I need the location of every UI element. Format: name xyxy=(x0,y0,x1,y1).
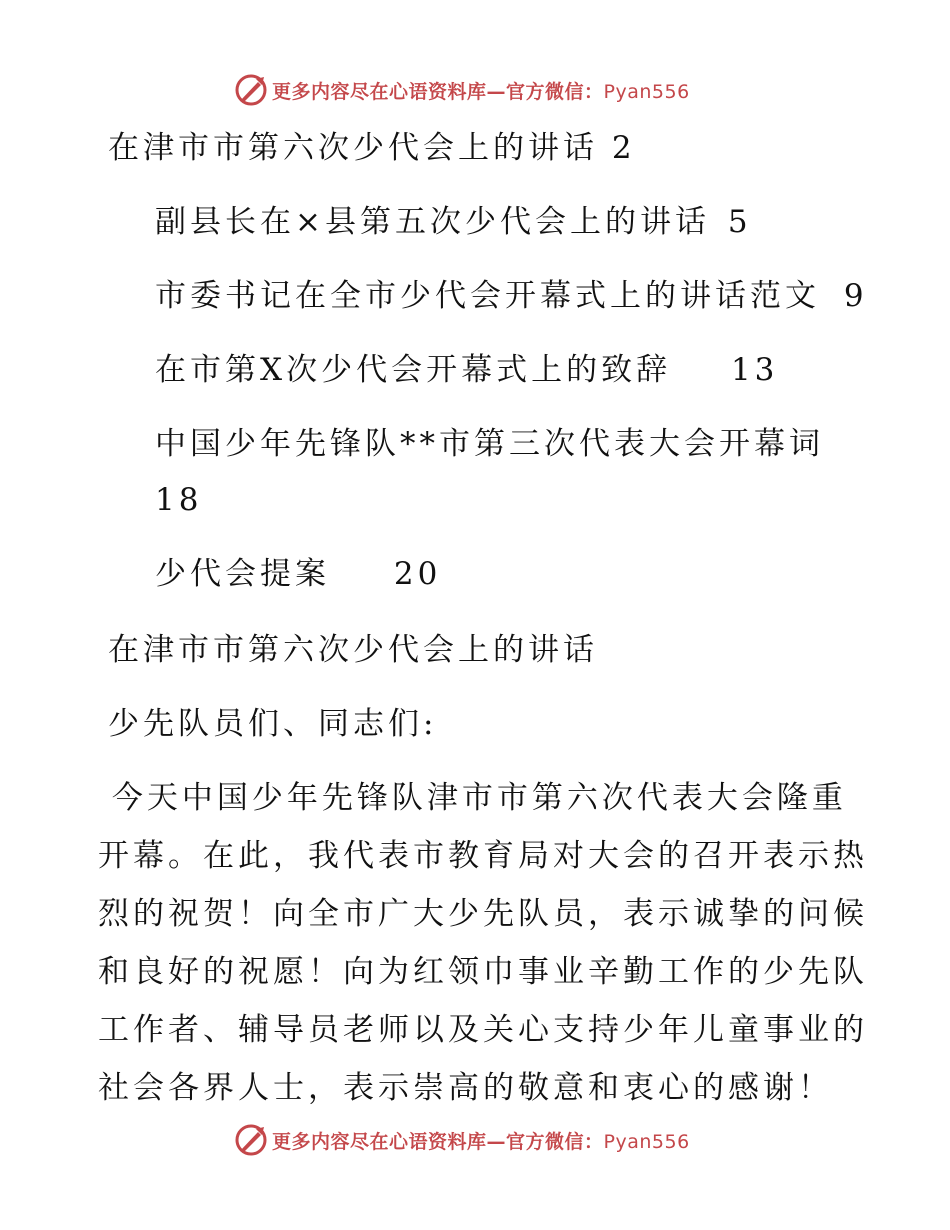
quill-logo-icon xyxy=(234,73,268,107)
wechat-id: Pyan556 xyxy=(603,1130,690,1153)
paragraph-line: 社会各界人士，表示崇高的敬意和衷心的感谢！ xyxy=(98,1070,833,1106)
toc-main-title: 在津市市第六次少代会上的讲话 xyxy=(108,130,598,166)
toc-item[interactable] xyxy=(155,424,824,464)
toc-item-page: 13 xyxy=(730,352,779,388)
header-banner xyxy=(234,72,690,108)
paragraph-line: 烈的祝贺！向全市广大少先队员，表示诚挚的问候 xyxy=(98,896,868,932)
article-salutation: 少先队员们、同志们: xyxy=(108,706,438,742)
paragraph-line: 开幕。在此，我代表市教育局对大会的召开表示热 xyxy=(98,838,868,874)
toc-item-page: 5 xyxy=(727,204,752,240)
wechat-id: Pyan556 xyxy=(603,80,690,103)
toc-item-page: 9 xyxy=(843,278,868,314)
toc-item[interactable] xyxy=(155,350,778,390)
toc-item-title: 副县长在×县第五次少代会上的讲话 xyxy=(155,204,710,240)
toc-item-title: 在市第X次少代会开幕式上的致辞 xyxy=(155,352,672,388)
toc-item-title: 中国少年先锋队**市第三次代表大会开幕词 xyxy=(155,426,824,462)
banner-text: 更多内容尽在心语资料库—官方微信：Pyan556 xyxy=(272,80,690,103)
paragraph-line: 工作者、辅导员老师以及关心支持少年儿童事业的 xyxy=(98,1012,868,1048)
footer-banner xyxy=(234,1122,690,1158)
toc-main-page: 2 xyxy=(611,130,636,166)
toc-item[interactable] xyxy=(155,202,752,242)
toc-item-page-wrap[interactable] xyxy=(155,480,202,520)
toc-item-page: 20 xyxy=(393,556,442,592)
toc-main-entry[interactable] xyxy=(108,128,636,168)
toc-item-page: 18 xyxy=(155,482,203,518)
paragraph-line: 和良好的祝愿！向为红领巾事业辛勤工作的少先队 xyxy=(98,954,868,990)
banner-text: 更多内容尽在心语资料库—官方微信：Pyan556 xyxy=(272,1130,690,1153)
toc-item[interactable] xyxy=(155,276,868,316)
toc-item-title: 市委书记在全市少代会开幕式上的讲话范文 xyxy=(155,278,820,314)
article-title: 在津市市第六次少代会上的讲话 xyxy=(108,632,598,668)
quill-logo-icon xyxy=(234,1123,268,1157)
paragraph-line: 今天中国少年先锋队津市市第六次代表大会隆重 xyxy=(98,780,847,816)
toc-item[interactable] xyxy=(155,554,441,594)
toc-item-title: 少代会提案 xyxy=(155,556,330,592)
